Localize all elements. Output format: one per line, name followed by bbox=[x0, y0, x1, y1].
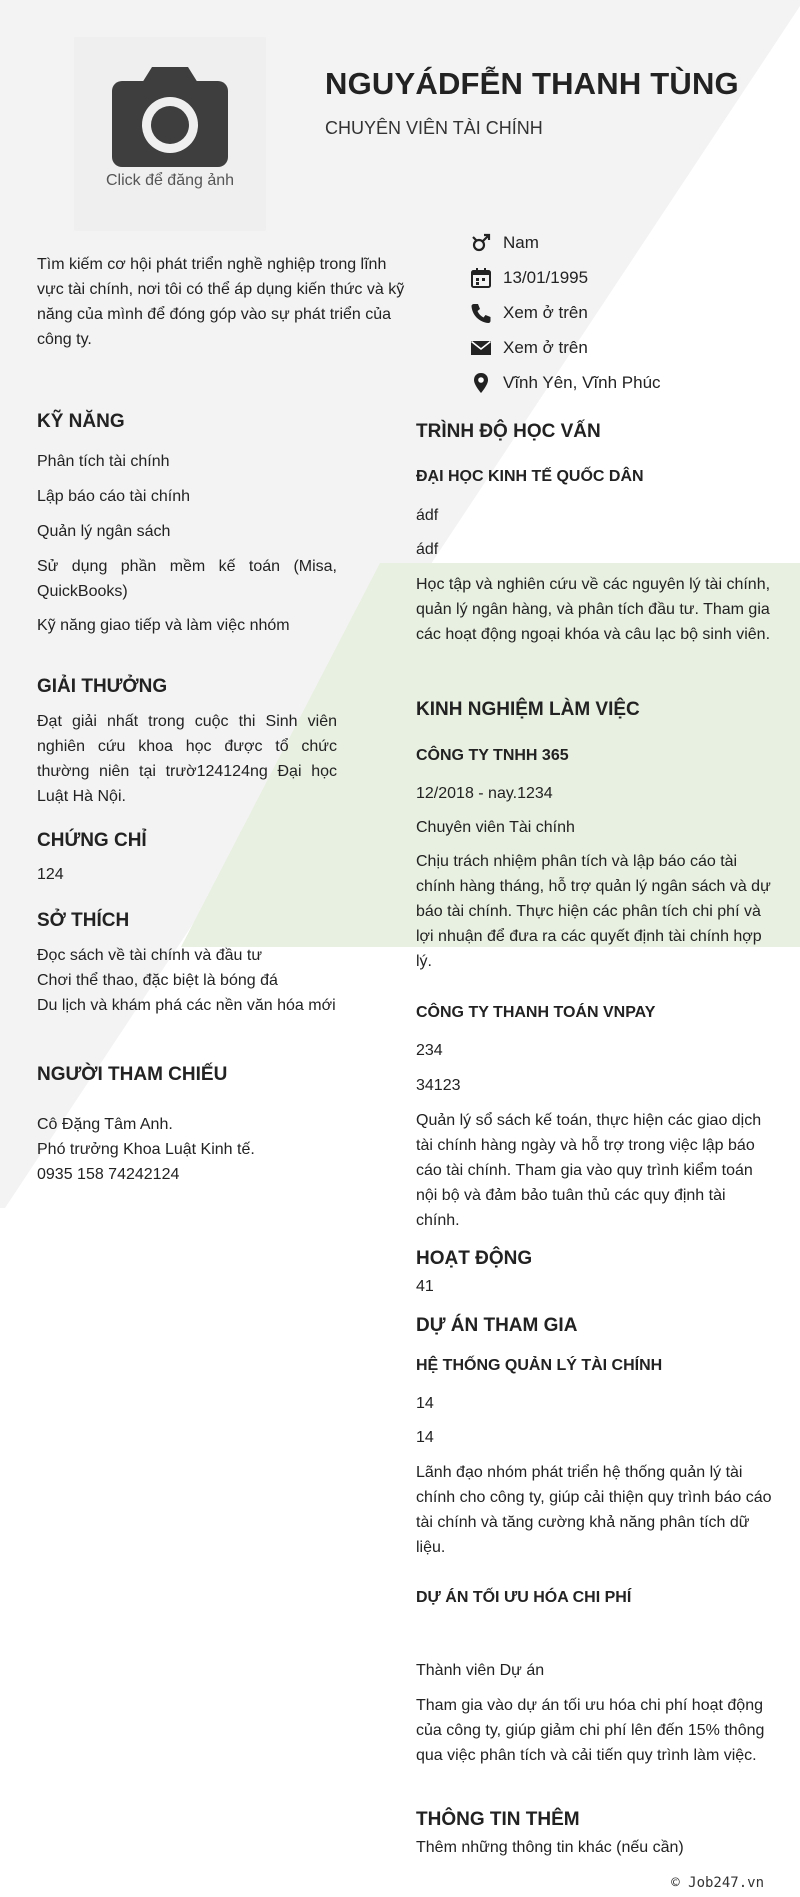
camera-icon bbox=[112, 65, 228, 169]
project-name: HỆ THỐNG QUẢN LÝ TÀI CHÍNH bbox=[416, 1357, 663, 1374]
certificates-heading: CHỨNG CHỈ bbox=[37, 830, 147, 851]
job-description: Chịu trách nhiệm phân tích và lập báo cáo tài chính hàng tháng, hỗ trợ quản lý ngân sách và dự báo tài chính. Thực hiện các phân tích chi phí và lợi nhuận để đưa ra các quyết định tài chính hợp lý. bbox=[416, 853, 771, 970]
photo-label: Click để đăng ảnh bbox=[105, 172, 235, 189]
activities-heading: HOẠT ĐỘNG bbox=[416, 1248, 533, 1269]
education-description: Học tập và nghiên cứu về các nguyên lý tài chính, quản lý ngân hàng, và phân tích đầu tư. Tham gia các hoạt động ngoại khóa và câu lạc bộ sinh viên. bbox=[416, 576, 771, 643]
hobby-item: Chơi thể thao, đặc biệt là bóng đá bbox=[37, 972, 278, 989]
skills-heading: KỸ NĂNG bbox=[37, 411, 125, 432]
envelope-icon bbox=[470, 337, 492, 359]
awards-text: Đạt giải nhất trong cuộc thi Sinh viên nghiên cứu khoa học được tổ chức thường niên tại trườ124124ng Đại học Luật Hà Nội. bbox=[37, 713, 337, 805]
job-company: CÔNG TY TNHH 365 bbox=[416, 747, 569, 764]
calendar-icon bbox=[470, 267, 492, 289]
education-line: ádf bbox=[416, 507, 439, 524]
job-period: 234 bbox=[416, 1042, 443, 1059]
project-description: Lãnh đạo nhóm phát triển hệ thống quản lý tài chính cho công ty, giúp cải thiện quy trình báo cáo tài chính và tăng cường khả năng phân tích dữ liệu. bbox=[416, 1464, 772, 1556]
candidate-name: NGUYÁDFỄN THANH TÙNG bbox=[325, 66, 739, 101]
project-role: Thành viên Dự án bbox=[416, 1662, 545, 1679]
phone-value: Xem ở trên bbox=[503, 303, 588, 322]
project-line: 14 bbox=[416, 1395, 434, 1412]
job-description: Quản lý sổ sách kế toán, thực hiện các giao dịch tài chính hàng ngày và hỗ trợ trong việc lập báo cáo tài chính. Tham gia vào quy trình kiểm toán nội bộ và đảm bảo tuân thủ các quy định tài chính. bbox=[416, 1112, 762, 1229]
skill-item: Quản lý ngân sách bbox=[37, 523, 171, 540]
education-school: ĐẠI HỌC KINH TẾ QUỐC DÂN bbox=[416, 468, 644, 485]
experience-heading: KINH NGHIỆM LÀM VIỆC bbox=[416, 699, 640, 720]
additional-text: Thêm những thông tin khác (nếu cần) bbox=[416, 1839, 684, 1856]
skill-item: Phân tích tài chính bbox=[37, 453, 170, 470]
references-heading: NGƯỜI THAM CHIẾU bbox=[37, 1064, 228, 1085]
address-value: Vĩnh Yên, Vĩnh Phúc bbox=[503, 373, 661, 392]
certificates-text: 124 bbox=[37, 866, 64, 883]
job-position: 34123 bbox=[416, 1077, 461, 1094]
activities-text: 41 bbox=[416, 1278, 434, 1295]
projects-heading: DỰ ÁN THAM GIA bbox=[416, 1315, 578, 1336]
skill-item: Kỹ năng giao tiếp và làm việc nhóm bbox=[37, 617, 290, 634]
reference-phone: 0935 158 74242124 bbox=[37, 1166, 180, 1183]
phone-icon bbox=[470, 302, 492, 324]
email-value: Xem ở trên bbox=[503, 338, 588, 357]
education-heading: TRÌNH ĐỘ HỌC VẤN bbox=[416, 421, 601, 442]
education-line: ádf bbox=[416, 541, 439, 558]
photo-upload[interactable] bbox=[74, 37, 266, 231]
location-pin-icon bbox=[470, 372, 492, 394]
hobbies-heading: SỞ THÍCH bbox=[37, 910, 130, 931]
skill-item: Lập báo cáo tài chính bbox=[37, 488, 191, 505]
skill-item: Sử dụng phần mềm kế toán (Misa, QuickBooks) bbox=[37, 558, 337, 600]
hobby-item: Du lịch và khám phá các nền văn hóa mới bbox=[37, 997, 336, 1014]
footer-copyright: © Job247.vn bbox=[671, 1875, 764, 1891]
career-objective: Tìm kiếm cơ hội phát triển nghề nghiệp trong lĩnh vực tài chính, nơi tôi có thể áp dụng kiến thức và kỹ năng của mình để đóng góp vào sự phát triển của công ty. bbox=[37, 256, 405, 348]
awards-heading: GIẢI THƯỞNG bbox=[37, 676, 168, 697]
project-description: Tham gia vào dự án tối ưu hóa chi phí hoạt động của công ty, giúp giảm chi phí lên đến 15% thông qua việc phân tích và cải tiến quy trình làm việc. bbox=[416, 1697, 765, 1764]
reference-position: Phó trưởng Khoa Luật Kinh tế. bbox=[37, 1141, 255, 1158]
project-name: DỰ ÁN TỐI ƯU HÓA CHI PHÍ bbox=[416, 1589, 632, 1606]
reference-name: Cô Đặng Tâm Anh. bbox=[37, 1116, 173, 1133]
job-period: 12/2018 - nay.1234 bbox=[416, 785, 553, 802]
birthday-value: 13/01/1995 bbox=[503, 268, 589, 287]
job-company: CÔNG TY THANH TOÁN VNPAY bbox=[416, 1004, 656, 1021]
job-position: Chuyên viên Tài chính bbox=[416, 819, 575, 836]
gender-value: Nam bbox=[503, 233, 539, 252]
gender-icon bbox=[470, 232, 492, 254]
project-line: 14 bbox=[416, 1429, 434, 1446]
additional-heading: THÔNG TIN THÊM bbox=[416, 1809, 580, 1830]
hobby-item: Đọc sách về tài chính và đầu tư bbox=[37, 947, 263, 964]
job-title: CHUYÊN VIÊN TÀI CHÍNH bbox=[325, 118, 543, 138]
